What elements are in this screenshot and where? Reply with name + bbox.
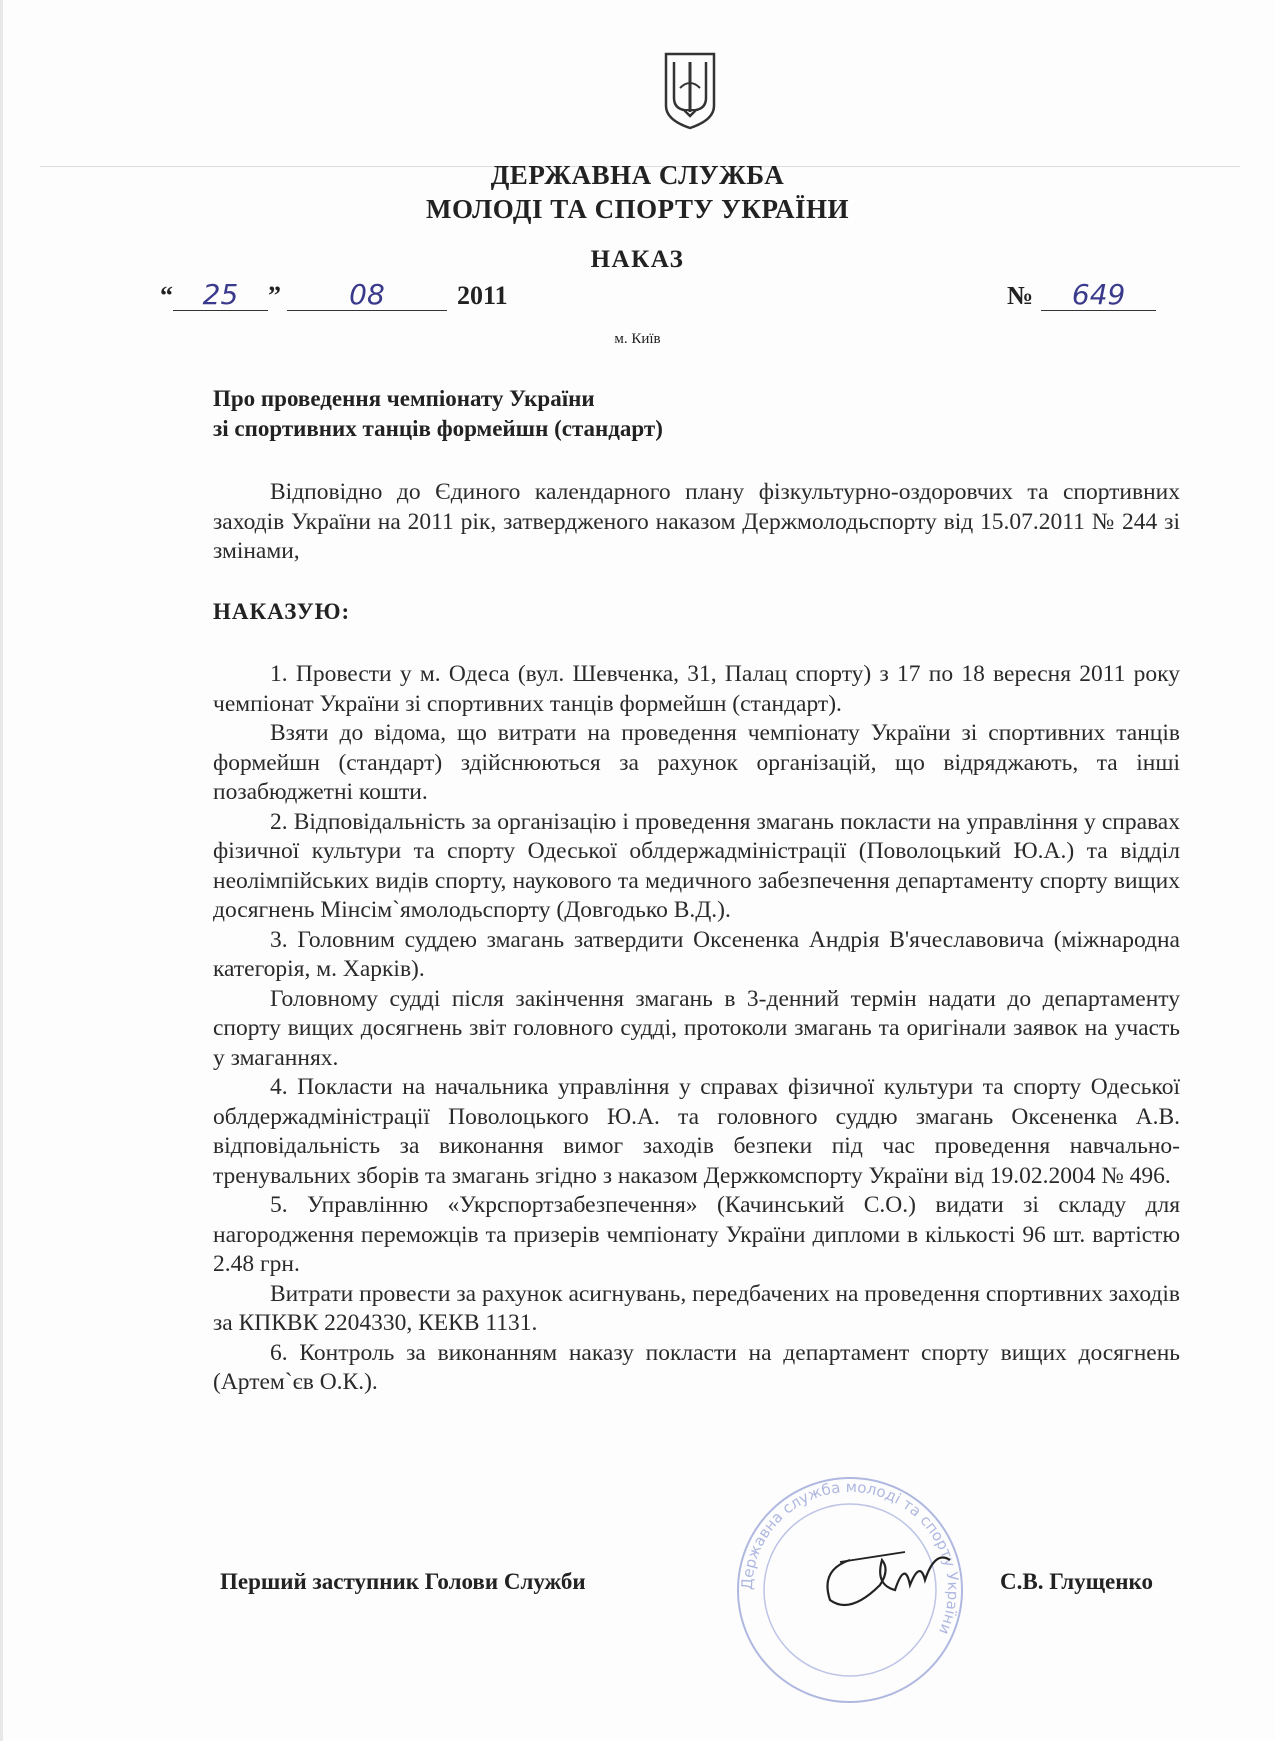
order-item: 3. Головним суддею змагань затвердити Оксененка Андрія В'ячеславовича (міжнародна категорія, м. Харків). [213, 926, 1180, 982]
signer-position: Перший заступник Голови Служби [220, 1569, 586, 1594]
order-item: Витрати провести за рахунок асигнувань, передбачених на проведення спортивних заходів за КПКВК 2204330, КЕКВ 1131. [213, 1280, 1180, 1336]
agency-name-line1: ДЕРЖАВНА СЛУЖБА [490, 160, 785, 190]
handwritten-signature [810, 1530, 960, 1620]
stamp-text: Державна служба молоді та спорту України [737, 1477, 963, 1638]
order-item: 2. Відповідальність за організацію і проведення змагань покласти на управління у справах фізичної культури та спорту Одеської облдержадміністрації (Поволоцький Ю.А.) та відділ неолімпійських видів спорту, наукового та медичного забезпечення департаменту спорту вищих досягнень Мінсім`ямолодьспорту (Довгодько В.Д.). [213, 808, 1180, 923]
order-item: Взяти до відома, що витрати на проведення чемпіонату України зі спортивних танців формейшн (стандарт) здійснюються за рахунок організацій, що відряджають, та інші позабюджетні кошти. [213, 720, 1180, 805]
date-month: 08 [287, 280, 447, 311]
number-value: 649 [1041, 280, 1156, 311]
city: м. Київ [614, 331, 661, 347]
order-word: НАКАЗУЮ: [213, 599, 351, 624]
order-date [160, 280, 508, 311]
date-day: 25 [173, 280, 268, 311]
subject-line1: Про проведення чемпіонату України [213, 386, 595, 411]
date-close-quote: ” [268, 281, 281, 310]
order-subject [213, 384, 663, 444]
order-items [213, 660, 1180, 1398]
order-number [1007, 280, 1156, 311]
order-item: 6. Контроль за виконанням наказу покласти на департамент спорту вищих досягнень (Артем`єв О.К.). [213, 1339, 1180, 1395]
subject-line2: зі спортивних танців формейшн (стандарт) [213, 416, 663, 441]
trident-icon [660, 48, 720, 132]
preamble-text: Відповідно до Єдиного календарного плану фізкультурно-оздоровчих та спортивних заходів України на 2011 рік, затвердженого наказом Держмолодьспорту від 15.07.2011 № 244 зі змінами, [213, 479, 1180, 564]
document-type: НАКАЗ [590, 246, 685, 273]
date-open-quote: “ [160, 281, 173, 310]
order-item: 1. Провести у м. Одеса (вул. Шевченка, 31, Палац спорту) з 17 по 18 вересня 2011 року чемпіонат України зі спортивних танців формейшн (стандарт). [213, 661, 1180, 717]
agency-name-line2: МОЛОДІ ТА СПОРТУ УКРАЇНИ [426, 194, 849, 224]
order-item: 5. Управлінню «Укрспортзабезпечення» (Качинський С.О.) видати зі складу для нагородження переможців та призерів чемпіонату України дипломи в кількості 96 шт. вартістю 2.48 грн. [213, 1192, 1180, 1277]
preamble [213, 478, 1180, 567]
order-item: Головному судді після закінчення змагань в 3-денний термін надати до департаменту спорту вищих досягнень звіт головного судді, протоколи змагань та оригінали заявок на участь у змаганнях. [213, 985, 1180, 1071]
date-year: 2011 [457, 281, 508, 310]
order-item: 4. Покласти на начальника управління у справах фізичної культури та спорту Одеської облдержадміністрації Поволоцького Ю.А. та головного суддю змагань Оксененка А.В. відповідальність за виконання вимог заходів безпеки під час проведення навчально-тренувальних зборів та змагань згідно з наказом Держкомспорту України від 19.02.2004 № 496. [213, 1074, 1180, 1189]
number-label: № [1007, 281, 1034, 310]
signer-name: С.В. Глущенко [1000, 1569, 1153, 1594]
